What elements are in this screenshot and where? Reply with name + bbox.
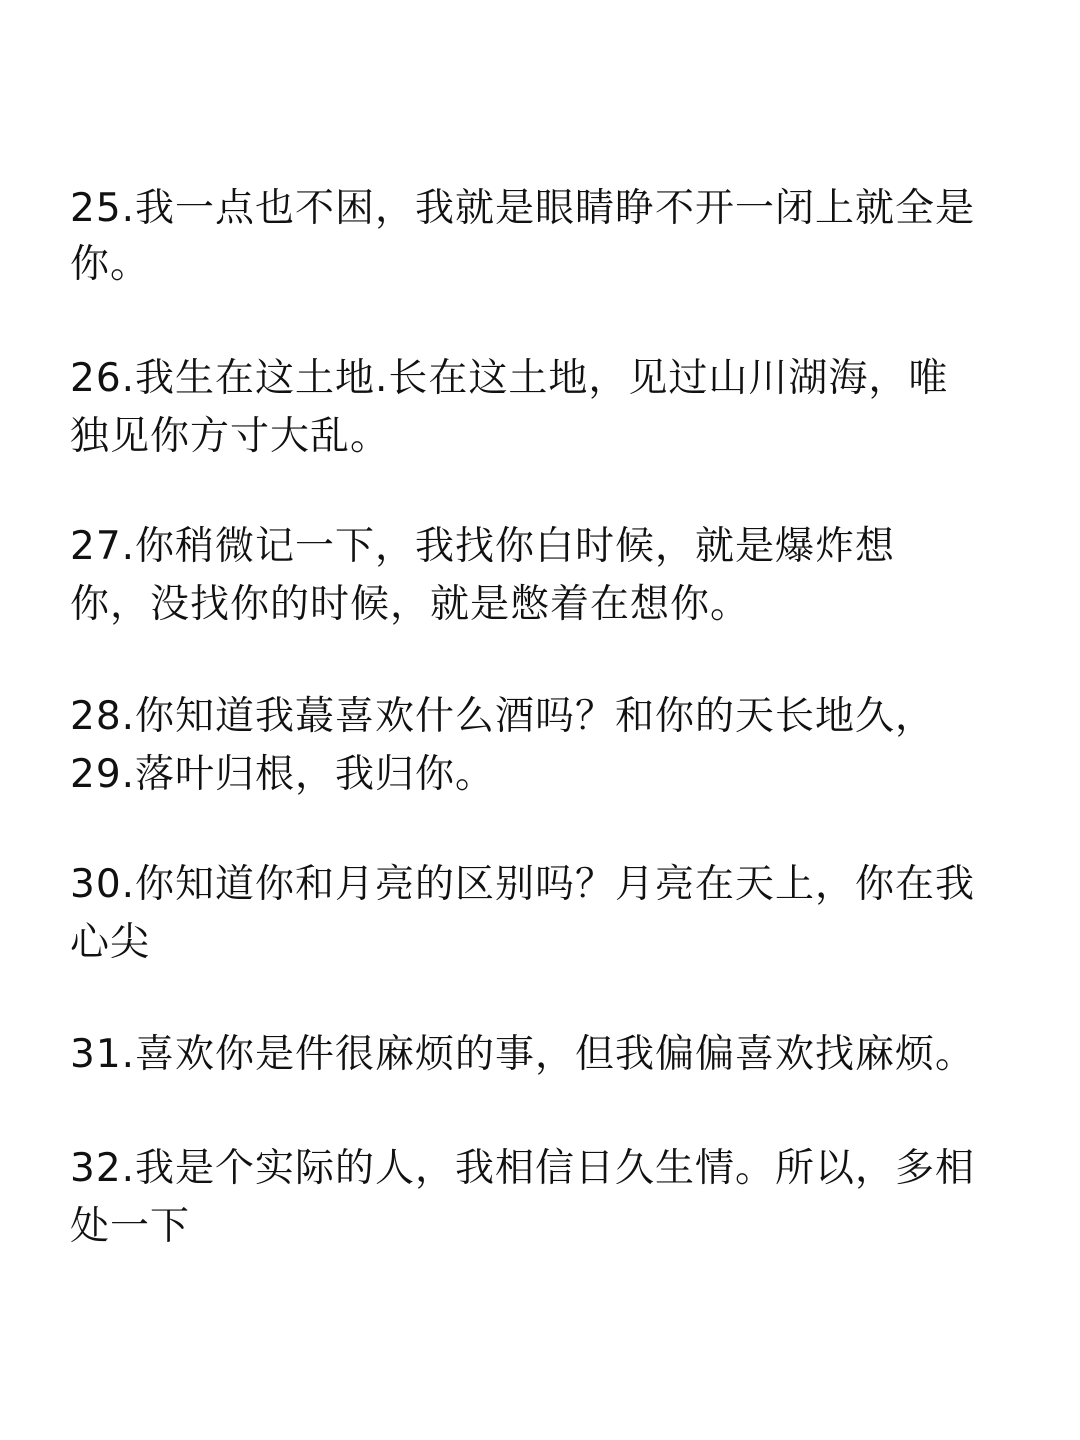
quote-25-line-1: 25.我一点也不困，我就是眼睛睁不开一闭上就全是: [70, 186, 976, 231]
quote-29-line: 29.落叶归根，我归你。: [70, 752, 496, 797]
quote-28-line: 28.你知道我蕞喜欢什么酒吗？和你的天长地久，: [70, 694, 936, 739]
quote-31-line-1: 31.喜欢你是件很麻烦的事，但我偏偏喜欢找麻烦。: [70, 1032, 976, 1077]
quote-30-line-2: 心尖: [70, 920, 151, 965]
quote-27-line-2: 你，没找你的时候，就是憋着在想你。: [70, 582, 751, 627]
quote-32-line-1: 32.我是个实际的人，我相信日久生情。所以，多相: [70, 1146, 976, 1191]
quote-26-line-2: 独见你方寸大乱。: [70, 414, 391, 459]
quote-27-line-1: 27.你稍微记一下，我找你白时候，就是爆炸想: [70, 524, 896, 569]
quote-32-line-2: 处一下: [70, 1204, 191, 1249]
quote-30-line-1: 30.你知道你和月亮的区别吗？月亮在天上，你在我: [70, 862, 976, 907]
quote-25-line-2: 你。: [70, 242, 151, 287]
quote-26-line-1: 26.我生在这土地.长在这土地，见过山川湖海，唯: [70, 356, 949, 401]
